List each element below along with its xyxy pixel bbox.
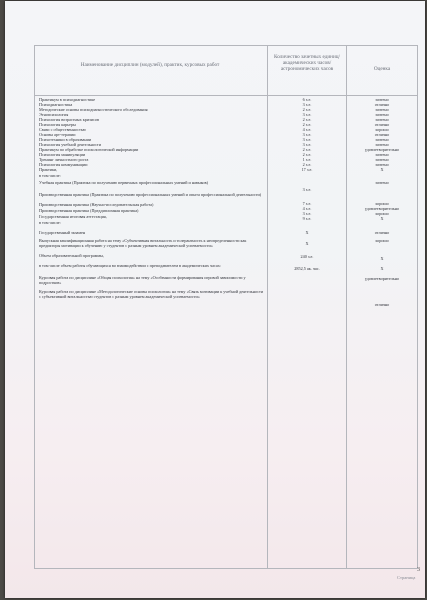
page-number: 3 — [417, 567, 420, 573]
row-grade: зачтено — [375, 152, 389, 157]
row-grade: хорошо — [375, 127, 389, 132]
row-units: 3 з.е. — [302, 142, 312, 147]
row-discipline: Основы арт-терапии — [39, 132, 76, 137]
row-units: 2 з.е. — [302, 107, 312, 112]
row-discipline: Производственная практика (Научно-исследовательская работа) — [39, 202, 154, 207]
row-grade: зачтено — [375, 142, 389, 147]
row-units: 9 з.е. — [302, 216, 312, 221]
row-grade: удовлетворительно — [364, 276, 400, 281]
grades-table — [34, 45, 418, 569]
row-discipline: Психодиагностика — [39, 102, 73, 107]
row-grade: Х — [380, 256, 384, 261]
row-discipline: Психология карьеры — [39, 122, 76, 127]
row-discipline: Производственная практика (Практика по получению профессиональных умений и опыта профессиональной деятельности) — [39, 192, 262, 197]
row-discipline: Объем образовательной программы, — [39, 253, 104, 258]
row-discipline: Практикум в психодиагностике — [39, 97, 96, 102]
row-discipline: Связи с общественностью — [39, 127, 86, 132]
row-discipline: Курсовая работа по дисциплине «Общая психология» на тему «Особенности формирования игровой зависимости у подростков» — [39, 275, 246, 285]
row-discipline: Психотехники в образовании — [39, 137, 92, 142]
row-units: 4 з.е. — [302, 206, 312, 211]
row-grade: отлично — [374, 132, 390, 137]
row-discipline: в том числе: — [39, 173, 61, 178]
row-grade: хорошо — [375, 211, 389, 216]
row-grade: зачтено — [375, 180, 389, 185]
row-units: 2 з.е. — [302, 122, 312, 127]
row-units: 2 з.е. — [302, 162, 312, 167]
header-discipline-name: Наименование дисциплин (модулей), практик, курсовых работ — [80, 62, 220, 68]
row-units: 7 з.е. — [302, 201, 312, 206]
column-divider — [267, 46, 268, 568]
row-grade: удовлетворительно — [364, 206, 400, 211]
row-discipline: Выпускная квалификационная работа на тему «Субъективная витальность и толерантность к неопределенности как предикторы мотивации к обучению у студентов с разным уровнем академической успеваемости» — [39, 238, 247, 248]
row-grade: отлично — [374, 102, 390, 107]
row-units: 6 з.е. — [302, 97, 312, 102]
row-units: 2 з.е. — [302, 152, 312, 157]
document-page — [5, 1, 425, 598]
row-units: 2 з.е. — [302, 147, 312, 152]
row-discipline: в том числе: — [39, 220, 61, 225]
row-units: Х — [305, 230, 309, 235]
row-units: 3 з.е. — [302, 137, 312, 142]
row-discipline: Государственная итоговая аттестация, — [39, 214, 107, 219]
row-units: 240 з.е. — [300, 254, 314, 259]
header-divider — [35, 95, 417, 96]
row-units: 2852,5 ак. час. — [294, 266, 320, 271]
header-credit-units: Количество зачетных единиц/ академических часов/ астрономических часов — [274, 54, 340, 73]
row-grade: Х — [380, 266, 384, 271]
row-grade: зачтено — [375, 107, 389, 112]
row-units: 1 з.е. — [302, 157, 312, 162]
row-units: 17 з.е. — [301, 167, 313, 172]
row-discipline: Этнопсихология — [39, 112, 69, 117]
header-grade: Оценка — [373, 66, 391, 72]
row-grade: зачтено — [375, 137, 389, 142]
row-units: Х — [305, 241, 309, 246]
row-units: 3 з.е. — [302, 187, 312, 192]
page-label: Страница — [397, 575, 416, 580]
row-discipline: Учебная практика (Практика по получению первичных профессиональных умений и навыков) — [39, 180, 208, 185]
row-discipline: Психология учебной деятельности — [39, 142, 101, 147]
row-grade: зачтено — [375, 162, 389, 167]
row-discipline: в том числе объем работы обучающихся во взаимодействии с преподавателем в академических часах: — [39, 263, 221, 268]
row-grade: зачтено — [375, 112, 389, 117]
row-discipline: Методические основы психодиагностического обследования — [39, 107, 148, 112]
row-discipline: Психология коммуникации — [39, 162, 88, 167]
row-units: 3 з.е. — [302, 112, 312, 117]
row-discipline: Психология манипуляции — [39, 152, 86, 157]
column-divider — [346, 46, 347, 568]
row-discipline: Практикум по обработке психологической информации — [39, 147, 139, 152]
row-grade: отлично — [374, 122, 390, 127]
row-grade: зачтено — [375, 97, 389, 102]
row-grade: зачтено — [375, 157, 389, 162]
row-grade: отлично — [374, 230, 390, 235]
row-discipline: Психология возрастных кризисов — [39, 117, 99, 122]
row-discipline: Курсовая работа по дисциплине «Методологические основы психологии» на тему «Связь мотивации к учебной деятельности с субъективной витальностью студентов с разным уровнем академической успеваемости» — [39, 289, 264, 299]
row-grade: зачтено — [375, 117, 389, 122]
row-discipline: Тренинг личностного роста — [39, 157, 89, 162]
row-units: 2 з.е. — [302, 117, 312, 122]
row-grade: хорошо — [375, 201, 389, 206]
row-discipline: Государственный экзамен — [39, 230, 86, 235]
row-grade: Х — [380, 216, 384, 221]
row-grade: отлично — [374, 302, 390, 307]
row-units: 3 з.е. — [302, 102, 312, 107]
row-discipline: Производственная практика (Преддипломная практика) — [39, 208, 139, 213]
row-grade: удовлетворительно — [364, 147, 400, 152]
row-grade: хорошо — [375, 238, 389, 243]
row-units: 3 з.е. — [302, 211, 312, 216]
row-discipline: Практики, — [39, 167, 58, 172]
row-grade: Х — [380, 167, 384, 172]
row-units: 3 з.е. — [302, 132, 312, 137]
row-units: 4 з.е. — [302, 127, 312, 132]
